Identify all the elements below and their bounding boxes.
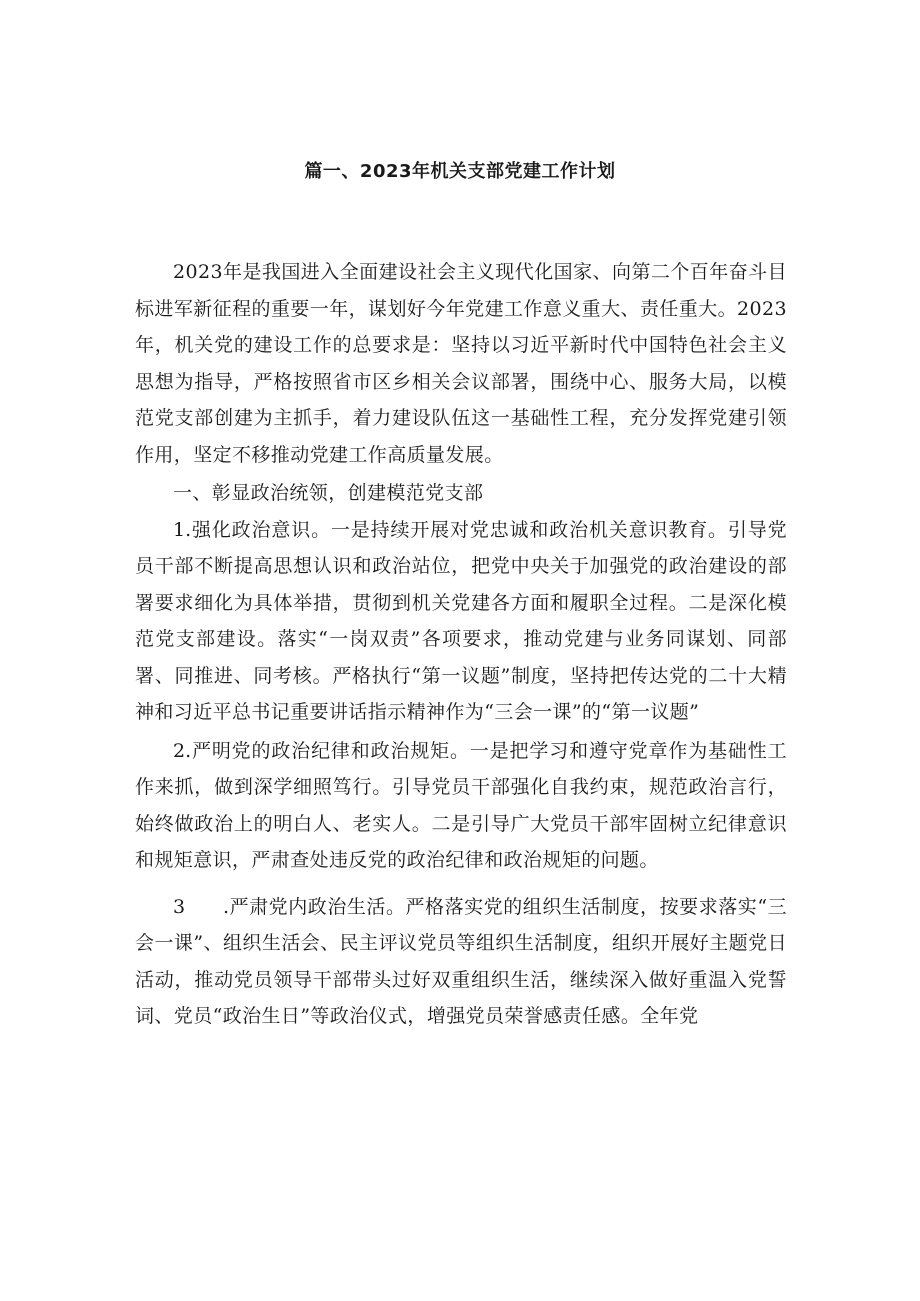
item-2-paragraph — [135, 733, 787, 879]
document-body — [135, 254, 787, 1035]
item-3-text: .严肃党内政治生活。严格落实党的组织生活制度，按要求落实“三会一课”、组织生活会、民主评议党员等组织生活制度，组织开展好主题党日活动，推动党员领导干部带头过好双重组织生活，继续深入做好重温入党誓词、党员“政治生日”等政治仪式，增强党员荣誉感责任感。全年党 — [135, 895, 787, 1027]
item-3-number: 3 — [173, 895, 186, 918]
item-1-text: .强化政治意识。一是持续开展对党忠诚和政治机关意识教育。引导党员干部不断提高思想认识和政治站位，把党中央关于加强党的政治建设的部署要求细化为具体举措，贯彻到机关党建各方面和履职全过程。二是深化模范党支部建设。落实“一岗双责”各项要求，推动党建与业务同谋划、同部署、同推进、同考核。严格执行“第一议题”制度，坚持把传达党的二十大精神和习近平总书记重要讲话指示精神作为“三会一课”的“第一议题” — [135, 518, 787, 723]
item-3-paragraph — [135, 889, 787, 1035]
intro-paragraph: 2023年是我国进入全面建设社会主义现代化国家、向第二个百年奋斗目标进军新征程的重要一年，谋划好今年党建工作意义重大、责任重大。2023年，机关党的建设工作的总要求是：坚持以习近平新时代中国特色社会主义思想为指导，严格按照省市区乡相关会议部署，围绕中心、服务大局，以模范党支部创建为主抓手，着力建设队伍这一基础性工程，充分发挥党建引领作用，坚定不移推动党建工作高质量发展。 — [135, 261, 787, 466]
item-2-number: 2 — [173, 739, 186, 762]
item-2-text: .严明党的政治纪律和政治规矩。一是把学习和遵守党章作为基础性工作来抓，做到深学细照笃行。引导党员干部强化自我约束，规范政治言行，始终做政治上的明白人、老实人。二是引导广大党员干部牢固树立纪律意识和规矩意识，严肃查处违反党的政治纪律和政治规矩的问题。 — [135, 739, 787, 871]
section-heading: 一、彰显政治统领，创建模范党支部 — [173, 482, 484, 504]
item-1-paragraph — [135, 512, 787, 731]
document-title: 篇一、2023年机关支部党建工作计划 — [304, 161, 616, 182]
item-1-number: 1 — [173, 518, 186, 541]
